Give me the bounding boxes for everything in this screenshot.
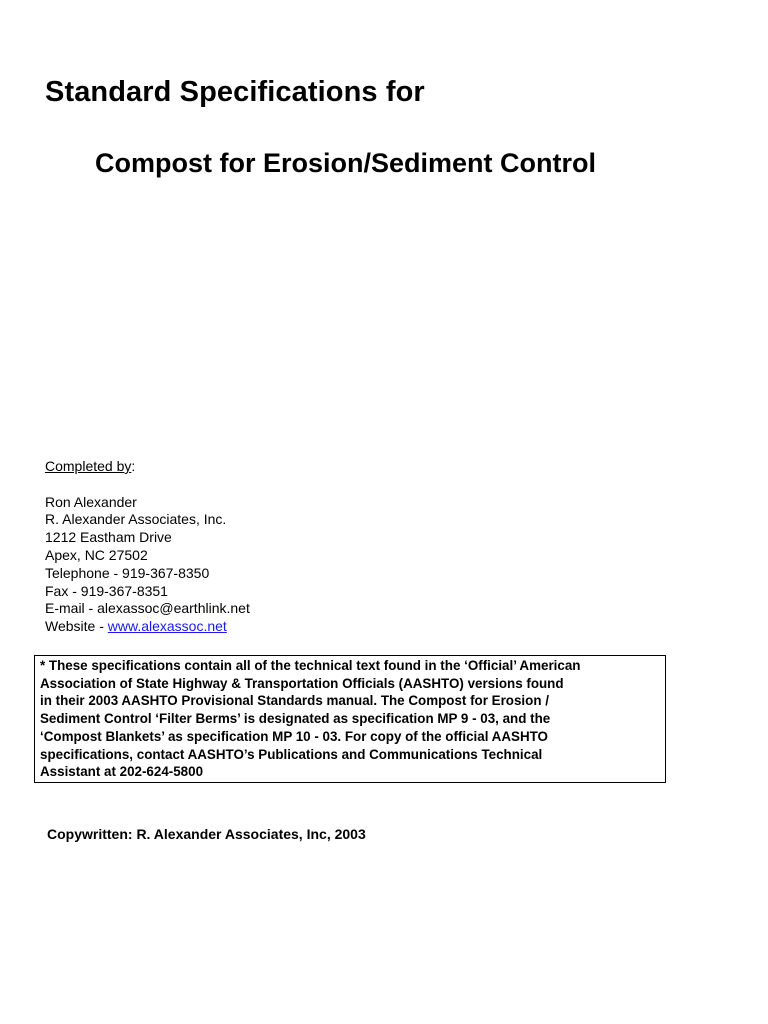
contact-fax: Fax - 919-367-8351 (45, 582, 168, 599)
contact-street: 1212 Eastham Drive (45, 529, 172, 546)
contact-email: E-mail - alexassoc@earthlink.net (45, 600, 250, 617)
website-link[interactable]: www.alexassoc.net (107, 618, 227, 635)
notice-line: * These specifications contain all of the technical text found in the ‘Official’ American (40, 658, 581, 673)
notice-line: in their 2003 AASHTO Provisional Standards manual. The Compost for Erosion / (40, 693, 549, 709)
completed-by-label: Completed by (45, 458, 132, 474)
notice-text (40, 657, 660, 781)
notice-line: specifications, contact AASHTO’s Publications and Communications Technical (40, 746, 543, 762)
contact-company: R. Alexander Associates, Inc. (45, 511, 227, 528)
website-label: Website - (45, 618, 108, 635)
notice-line: Sediment Control ‘Filter Berms’ is designated as specification MP 9 - 03, and the (40, 711, 551, 727)
contact-telephone: Telephone - 919-367-8350 (45, 564, 210, 581)
notice-line: Assistant at 202-624-5800 (40, 764, 204, 780)
notice-line: ‘Compost Blankets’ as specification MP 10 - 03. For copy of the official AASHTO (40, 728, 548, 744)
contact-website-line (45, 618, 250, 636)
contact-spacer (45, 476, 250, 494)
contact-block (45, 458, 250, 636)
contact-name: Ron Alexander (45, 493, 137, 510)
completed-by-line (45, 458, 250, 476)
specification-notice-box (34, 655, 666, 783)
completed-by-colon: : (131, 458, 136, 474)
contact-city: Apex, NC 27502 (45, 546, 148, 563)
document-title: Standard Specifications for (45, 76, 425, 108)
notice-line: Association of State Highway & Transportation Officials (AASHTO) versions found (40, 675, 564, 691)
document-subtitle: Compost for Erosion/Sediment Control (95, 148, 597, 178)
copyright-line: Copywritten: R. Alexander Associates, Inc, 2003 (47, 826, 366, 842)
